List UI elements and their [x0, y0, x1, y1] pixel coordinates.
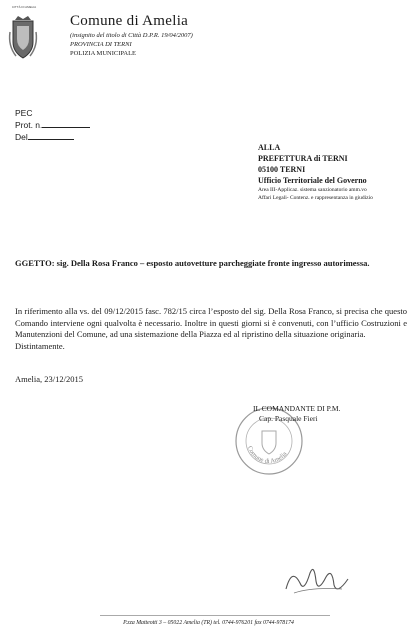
- protocol-number-label: Prot. n.: [15, 120, 43, 130]
- protocol-number-line: [15, 119, 90, 131]
- recipient-prefettura: PREFETTURA di TERNI: [258, 154, 348, 163]
- footer-divider: [100, 615, 330, 616]
- protocol-date-blank: [28, 131, 74, 140]
- protocol-number-blank: [42, 119, 90, 128]
- province-label: PROVINCIA DI TERNI: [70, 41, 132, 48]
- stamp-text: [246, 445, 289, 465]
- place-date: Amelia, 23/12/2015: [15, 374, 83, 384]
- recipient-area: Area III-Applicaz. sistema sanzionatorio amm.vo: [258, 187, 367, 193]
- recipient-office: Ufficio Territoriale del Governo: [258, 176, 367, 185]
- municipal-crest-icon: [6, 6, 40, 64]
- footer-address: P.zza Matteotti 3 – 05022 Amelia (TR) tel. 0744-976201 fax 0744-978174: [123, 620, 294, 626]
- signature-block: [253, 404, 340, 424]
- recipient-city: 05100 TERNI: [258, 165, 306, 174]
- recipient-alla: ALLA: [258, 143, 281, 152]
- department-label: POLIZIA MUNICIPALE: [70, 50, 137, 57]
- letter-subject: GGETTO: sig. Della Rosa Franco – esposto autovetture parcheggiate fronte ingresso autorimessa.: [15, 258, 370, 268]
- letter-body: [15, 306, 407, 352]
- municipality-name: Comune di Amelia: [70, 13, 189, 29]
- recipient-affari: Affari Legali- Contenz. e rappresentanza in giudizio: [258, 195, 373, 201]
- body-paragraph: In riferimento alla vs. del 09/12/2015 fasc. 782/15 circa l’esposto del sig. Della Rosa Franco, si precisa che questo Comando interviene ogni qualvolta è necessario. Inoltre in questi giorni si è convenuti, con l’ufficio Costruzioni e Manutenzioni del Comune, ad una sistemazione della Piazza ed al ripristino della situazione originaria.: [15, 306, 407, 339]
- protocol-block: [15, 107, 90, 143]
- closing-line: Distintamente.: [15, 340, 65, 351]
- municipality-title-note: (insignito del titolo di Città D.P.R. 19/04/2007): [70, 32, 193, 39]
- protocol-date-line: [15, 131, 90, 143]
- recipient-address: [258, 142, 373, 202]
- handwritten-signature-icon: [282, 559, 354, 599]
- commander-title: IL COMANDANTE DI P.M.: [253, 404, 341, 413]
- crest-caption: CITTÀ DI AMELIA: [11, 5, 37, 9]
- commander-name: Cap. Pasquale Fieri: [259, 414, 318, 423]
- pec-label: PEC: [15, 108, 33, 118]
- protocol-date-label: Del: [15, 132, 28, 142]
- stamp-text-path: Comune di Amelia: [245, 445, 289, 466]
